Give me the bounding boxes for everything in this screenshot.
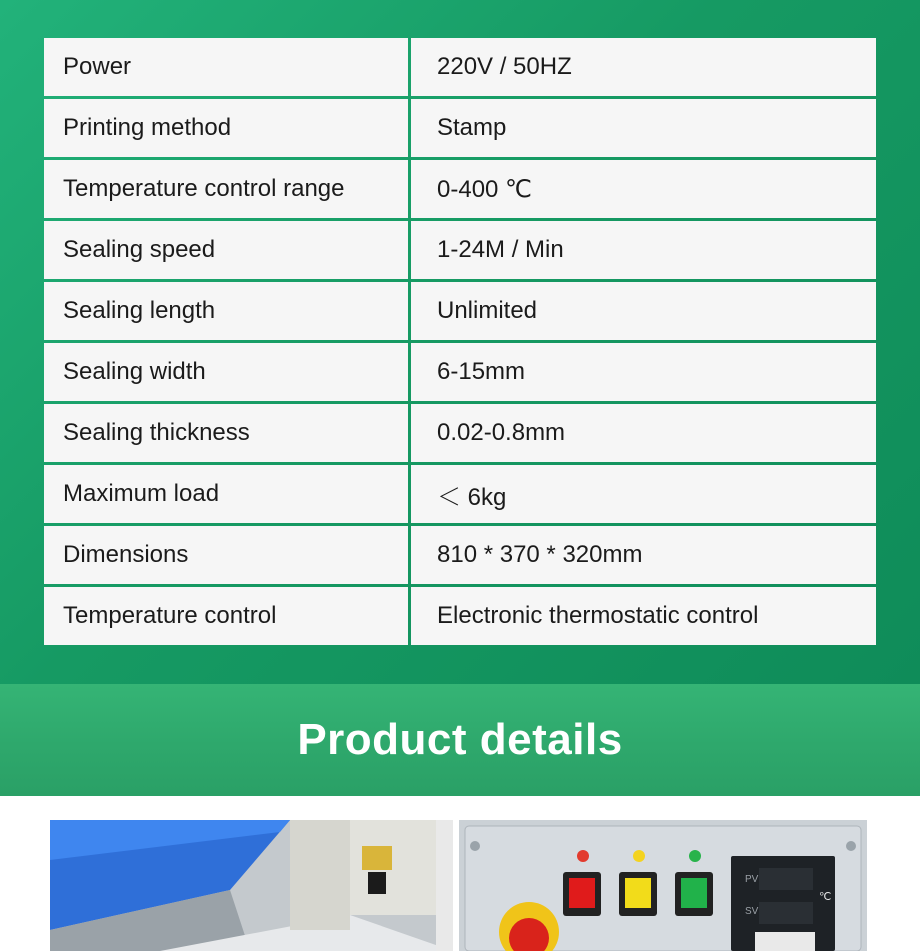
spec-row-power xyxy=(44,38,876,96)
control-panel-photo xyxy=(459,820,867,951)
spec-row-sealing-thickness xyxy=(44,404,876,462)
spec-label: Dimensions xyxy=(44,526,408,584)
spec-value: 0-400 ℃ xyxy=(411,160,876,218)
spec-label: Sealing length xyxy=(44,282,408,340)
spec-label: Printing method xyxy=(44,99,408,157)
spec-value: Unlimited xyxy=(411,282,876,340)
spec-row-printing-method xyxy=(44,99,876,157)
spec-label: Sealing thickness xyxy=(44,404,408,462)
spec-row-dimensions xyxy=(44,526,876,584)
spec-label: Sealing speed xyxy=(44,221,408,279)
spec-row-maximum-load xyxy=(44,465,876,523)
spec-row-sealing-speed xyxy=(44,221,876,279)
spec-label: Power xyxy=(44,38,408,96)
product-details-banner xyxy=(0,684,920,796)
spec-label: Maximum load xyxy=(44,465,408,523)
spec-label: Temperature control xyxy=(44,587,408,645)
spec-value: 6-15mm xyxy=(411,343,876,401)
product-details-title: Product details xyxy=(297,715,623,764)
control-panel-illustration xyxy=(459,820,867,951)
spec-value: 810 * 370 * 320mm xyxy=(411,526,876,584)
spec-value: Stamp xyxy=(411,99,876,157)
sealer-conveyor-photo xyxy=(50,820,453,951)
spec-value: Electronic thermostatic control xyxy=(411,587,876,645)
spec-value: 0.02-0.8mm xyxy=(411,404,876,462)
spec-row-temperature-control xyxy=(44,587,876,645)
spec-value: 220V / 50HZ xyxy=(411,38,876,96)
spec-label: Sealing width xyxy=(44,343,408,401)
sealer-conveyor-illustration xyxy=(50,820,453,951)
product-photos xyxy=(0,796,920,951)
spec-row-sealing-length xyxy=(44,282,876,340)
spec-row-sealing-width xyxy=(44,343,876,401)
sv-label: SV xyxy=(745,906,759,917)
spec-label: Temperature control range xyxy=(44,160,408,218)
spec-row-temperature-range xyxy=(44,160,876,218)
specifications-table xyxy=(44,38,876,645)
spec-value: 1-24M / Min xyxy=(411,221,876,279)
pv-label: PV xyxy=(745,874,759,885)
spec-value: ＜ 6kg xyxy=(411,465,876,523)
unit-label: ℃ xyxy=(819,891,832,903)
